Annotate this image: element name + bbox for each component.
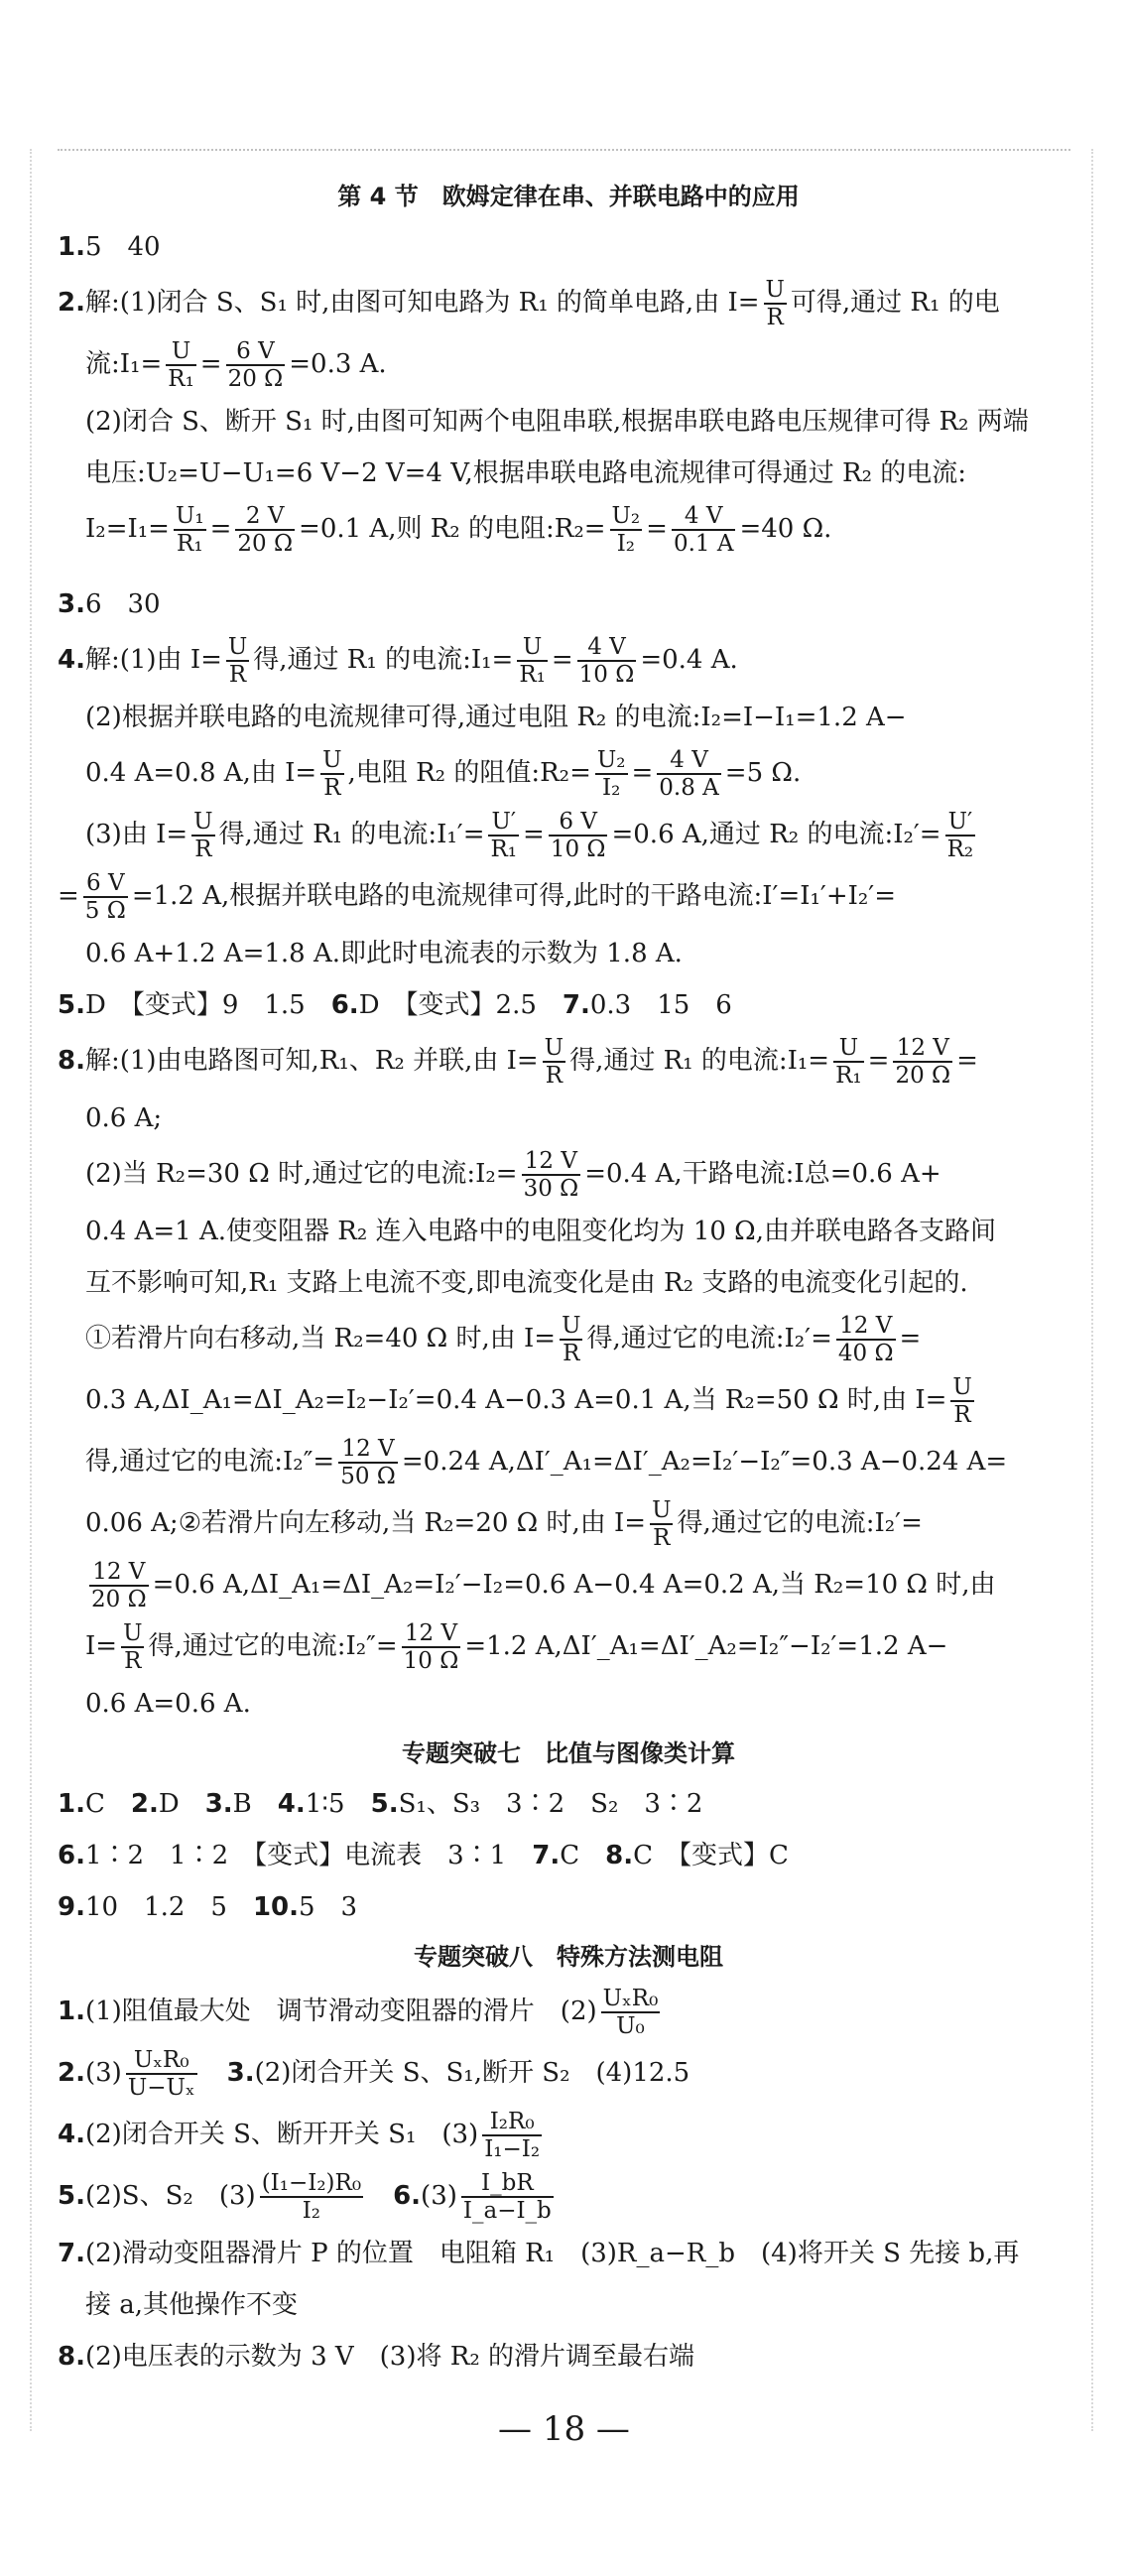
denominator: R₁ — [835, 1063, 862, 1089]
numerator: 12 V — [836, 1313, 896, 1341]
text: D 【变式】9 1.5 — [84, 990, 331, 1020]
text: 得,通过它的电流:I₂′= — [677, 1508, 923, 1538]
text: 0.4 A=0.8 A,由 I= — [85, 758, 317, 788]
fraction — [488, 809, 519, 862]
numerator: 2 V — [235, 503, 295, 531]
answer-8-line-11 — [58, 1620, 1079, 1674]
answer-2-line-3: (2)闭合 S、断开 S₁ 时,由图可知两个电阻串联,根据串联电路电压规律可得 R₂ 两端 — [85, 407, 1029, 437]
answer-8-line-9 — [58, 1497, 1079, 1551]
text: 得,通过它的电流:I₂″= — [85, 1447, 335, 1477]
answer-7-line-2: 接 a,其他操作不变 — [85, 2290, 299, 2320]
denominator: R₁ — [490, 837, 518, 862]
text: = — [899, 1324, 922, 1353]
fraction — [950, 1374, 973, 1428]
denominator: R₁ — [519, 662, 546, 688]
fraction — [657, 747, 721, 801]
answer-4-line-4 — [58, 809, 1079, 862]
numerator: 4 V — [657, 747, 721, 775]
text: =40 Ω. — [739, 514, 832, 544]
numerator: U — [765, 277, 785, 303]
text: =0.3 A. — [289, 349, 387, 379]
answer-2-line-1 — [58, 277, 1079, 330]
fraction — [543, 1035, 565, 1089]
question-number: 7. — [562, 990, 590, 1020]
fraction — [836, 1313, 896, 1366]
denominator: 20 Ω — [227, 366, 284, 392]
text: 0.3 A,ΔI_A₁=ΔI_A₂=I₂−I₂′=0.4 A−0.3 A=0.1 A,当 R₂=50 Ω 时,由 I= — [85, 1385, 947, 1415]
denominator: 20 Ω — [237, 531, 294, 557]
fraction — [833, 1035, 864, 1089]
question-number: 2. — [58, 2058, 85, 2088]
numerator: U₁ — [175, 503, 204, 529]
denominator: I_a−I_b — [462, 2198, 552, 2224]
fraction — [166, 338, 196, 392]
text: (3) — [84, 2058, 122, 2088]
text: (2)电压表的示数为 3 V (3)将 R₂ 的滑片调至最右端 — [84, 2342, 695, 2372]
text: 得,通过 R₁ 的电流:I₁= — [253, 645, 514, 675]
fraction — [191, 809, 214, 862]
text: =0.4 A,干路电流:I总=0.6 A+ — [584, 1159, 941, 1189]
numerator: 12 V — [89, 1559, 149, 1587]
numerator: U₂ — [611, 503, 641, 529]
text: (2)闭合开关 S、断开开关 S₁ (3) — [84, 2120, 479, 2149]
question-number: 5. — [58, 2181, 85, 2211]
answer-5-6 — [58, 2170, 1079, 2224]
text: = — [199, 349, 222, 379]
right-margin-line — [1091, 149, 1093, 2431]
fraction — [893, 1035, 952, 1089]
text: I₂=I₁= — [85, 514, 170, 544]
numerator: U — [562, 1313, 581, 1339]
answer-1 — [58, 225, 1079, 269]
answer-4-line-5 — [58, 870, 1079, 924]
fraction — [121, 1620, 144, 1674]
numerator: U — [322, 747, 342, 773]
text: 0.06 A;②若滑片向左移动,当 R₂=20 Ω 时,由 I= — [85, 1508, 647, 1538]
fraction — [320, 747, 343, 801]
text: 流:I₁= — [85, 349, 163, 379]
question-number: 3. — [58, 589, 85, 619]
text: (2)闭合开关 S、S₁,断开 S₂ (4)12.5 — [254, 2058, 690, 2088]
text: 1∶5 — [305, 1789, 371, 1819]
denominator: 30 Ω — [523, 1176, 579, 1202]
numerator: 12 V — [338, 1436, 398, 1464]
fraction — [945, 809, 976, 862]
text: = — [551, 645, 573, 675]
answer-2-3 — [58, 2047, 1079, 2101]
denominator: R — [124, 1648, 142, 1674]
answers-9-10 — [58, 1885, 1079, 1929]
text: (3) — [421, 2181, 457, 2211]
numerator: U — [517, 634, 548, 662]
answer-8-line-7 — [58, 1374, 1079, 1428]
question-number: 3. — [204, 1789, 233, 1819]
question-number: 2. — [130, 1789, 159, 1819]
text: 5 3 — [299, 1892, 358, 1922]
numerator: 6 V — [226, 338, 286, 366]
numerator: I₂R₀ — [482, 2109, 542, 2136]
text: 1∶2 1∶2 【变式】电流表 3∶1 — [84, 1841, 533, 1870]
top-divider — [58, 149, 1070, 151]
question-number: 6. — [58, 1841, 85, 1870]
fraction — [174, 503, 206, 557]
answer-text: 5 40 — [84, 232, 161, 262]
denominator: R — [563, 1341, 580, 1366]
question-number: 9. — [58, 1892, 85, 1922]
denominator: 10 Ω — [550, 837, 606, 862]
fraction — [461, 2170, 554, 2224]
question-number: 6. — [330, 990, 359, 1020]
text: =0.4 A. — [640, 645, 738, 675]
question-number: 1. — [58, 1789, 85, 1819]
text: =5 Ω. — [724, 758, 802, 788]
denominator: R₁ — [177, 531, 203, 557]
text: = — [58, 881, 79, 911]
question-number: 6. — [393, 2181, 422, 2211]
answer-5-7 — [58, 983, 1079, 1027]
text: C — [84, 1789, 131, 1819]
text: =0.1 A,则 R₂ 的电阻:R₂= — [299, 514, 606, 544]
numerator: 12 V — [522, 1148, 581, 1176]
text: 得,通过 R₁ 的电流:I₁′= — [218, 820, 485, 849]
answer-8-line-1 — [58, 1035, 1079, 1089]
text: = — [209, 514, 232, 544]
text: (2)滑动变阻器滑片 P 的位置 电阻箱 R₁ (3)R_a−R_b (4)将开关 S 先接 b,再 — [84, 2239, 1020, 2268]
fraction — [650, 1497, 673, 1551]
text: =0.24 A,ΔI′_A₁=ΔI′_A₂=I₂′−I₂″=0.3 A−0.24 A= — [401, 1447, 1008, 1477]
question-number: 1. — [58, 1996, 85, 2026]
question-number: 8. — [58, 2342, 85, 2372]
numerator: I_bR — [461, 2170, 554, 2198]
answer-8-line-4: 0.4 A=1 A.使变阻器 R₂ 连入电路中的电阻变化均为 10 Ω,由并联电路各支路间 — [85, 1217, 996, 1246]
question-number: 4. — [58, 2120, 85, 2149]
section-title: 专题突破七 比值与图像类计算 — [402, 1739, 735, 1767]
denominator: 10 Ω — [403, 1648, 459, 1674]
text: =0.6 A,ΔI_A₁=ΔI_A₂=I₂′−I₂=0.6 A−0.4 A=0.2 A,当 R₂=10 Ω 时,由 — [152, 1570, 996, 1600]
question-number: 3. — [226, 2058, 255, 2088]
numerator: 6 V — [549, 809, 608, 837]
denominator: I₂ — [302, 2198, 321, 2224]
numerator: 4 V — [672, 503, 736, 531]
numerator: U — [193, 809, 213, 835]
numerator: UₓR₀ — [602, 1986, 659, 2011]
text: (2)S、S₂ (3) — [84, 2181, 256, 2211]
numerator: U₂ — [596, 747, 626, 773]
numerator: U — [952, 1374, 972, 1400]
denominator: R₁ — [168, 366, 194, 392]
denominator: I₂ — [616, 531, 635, 557]
question-number: 4. — [277, 1789, 306, 1819]
fraction — [610, 503, 643, 557]
denominator: R — [323, 775, 341, 801]
answer-8-line-10 — [58, 1559, 1079, 1612]
text: = — [646, 514, 668, 544]
denominator: R₂ — [946, 837, 974, 862]
question-number: 2. — [58, 288, 85, 318]
fraction — [402, 1620, 461, 1674]
text: I= — [85, 1631, 118, 1661]
text: D — [158, 1789, 205, 1819]
numerator: U — [652, 1497, 672, 1523]
answer-3 — [58, 582, 1079, 626]
answers-6-8 — [58, 1834, 1079, 1877]
fraction — [260, 2170, 363, 2224]
text: C — [560, 1841, 606, 1870]
denominator: 40 Ω — [837, 1341, 894, 1366]
answer-4-line-3 — [58, 747, 1079, 801]
page-number: — 18 — — [498, 2409, 630, 2449]
answer-2-line-5 — [58, 503, 1079, 557]
question-number: 8. — [58, 1046, 85, 1076]
text: =0.6 A,通过 R₂ 的电流:I₂′= — [611, 820, 941, 849]
fraction — [601, 1986, 661, 2039]
fraction — [549, 809, 608, 862]
question-number: 7. — [58, 2239, 85, 2268]
fraction — [482, 2109, 542, 2162]
answer-7-line-1 — [58, 2232, 1079, 2275]
numerator: U — [544, 1035, 564, 1061]
numerator: UₓR₀ — [126, 2047, 197, 2075]
text: = — [867, 1046, 890, 1076]
text: C 【变式】C — [633, 1841, 789, 1870]
denominator: 0.8 A — [659, 775, 719, 801]
answer-4-line-2: (2)根据并联电路的电流规律可得,通过电阻 R₂ 的电流:I₂=I−I₁=1.2 A− — [85, 703, 907, 732]
fraction — [226, 634, 249, 688]
denominator: R — [194, 837, 212, 862]
numerator: 6 V — [83, 870, 128, 898]
section-title: 第 4 节 欧姆定律在串、并联电路中的应用 — [337, 183, 800, 210]
question-number: 5. — [370, 1789, 399, 1819]
text: ①若滑片向右移动,当 R₂=40 Ω 时,由 I= — [85, 1324, 557, 1353]
denominator: R — [766, 305, 784, 330]
text: 0.3 15 6 — [589, 990, 732, 1020]
fraction — [764, 277, 787, 330]
denominator: 20 Ω — [895, 1063, 951, 1089]
text: = — [956, 1046, 978, 1076]
denominator: 10 Ω — [578, 662, 635, 688]
denominator: 0.1 A — [673, 531, 734, 557]
denominator: U−Uₓ — [127, 2075, 195, 2101]
question-number: 7. — [532, 1841, 561, 1870]
answer-2-line-4: 电压:U₂=U−U₁=6 V−2 V=4 V,根据串联电路电流规律可得通过 R₂ 的电流: — [85, 458, 967, 488]
answer-text: 6 30 — [84, 589, 161, 619]
answer-8-line-12: 0.6 A=0.6 A. — [85, 1689, 251, 1719]
denominator: I₂ — [602, 775, 621, 801]
denominator: 5 Ω — [84, 898, 126, 924]
fraction — [522, 1148, 581, 1202]
text: 得,通过它的电流:I₂′= — [586, 1324, 832, 1353]
fraction — [338, 1436, 398, 1489]
text: B — [232, 1789, 278, 1819]
answers-1-5 — [58, 1782, 1079, 1826]
text: (1)阻值最大处 调节滑动变阻器的滑片 (2) — [84, 1996, 597, 2026]
answer-1 — [58, 1986, 1079, 2039]
denominator: R — [653, 1525, 671, 1551]
answer-8-line-6 — [58, 1313, 1079, 1366]
answer-8 — [58, 2335, 1079, 2379]
left-margin-line — [30, 149, 32, 2431]
text: = — [523, 820, 545, 849]
fraction — [126, 2047, 197, 2101]
text: D 【变式】2.5 — [358, 990, 563, 1020]
denominator: U₀ — [616, 2013, 645, 2039]
answer-8-line-8 — [58, 1436, 1079, 1489]
denominator: R — [953, 1402, 971, 1428]
content — [58, 171, 1079, 2386]
answer-8-line-2: 0.6 A; — [85, 1103, 163, 1133]
fraction — [577, 634, 637, 688]
denominator: 50 Ω — [340, 1464, 396, 1489]
text: =1.2 A,ΔI′_A₁=ΔI′_A₂=I₂″−I₂′=1.2 A− — [464, 1631, 948, 1661]
text: (2)当 R₂=30 Ω 时,通过它的电流:I₂= — [85, 1159, 518, 1189]
answer-8-line-3 — [58, 1148, 1079, 1202]
numerator: 12 V — [402, 1620, 461, 1648]
answer-4 — [58, 2109, 1079, 2162]
text: 解:(1)由电路图可知,R₁、R₂ 并联,由 I= — [84, 1046, 539, 1076]
answer-8-line-5: 互不影响可知,R₁ 支路上电流不变,即电流变化是由 R₂ 支路的电流变化引起的. — [85, 1268, 968, 1298]
text: 解:(1)闭合 S、S₁ 时,由图可知电路为 R₁ 的简单电路,由 I= — [84, 288, 760, 318]
fraction — [83, 870, 128, 924]
denominator: 20 Ω — [91, 1587, 147, 1612]
denominator: I₁−I₂ — [484, 2136, 541, 2162]
denominator: R — [545, 1063, 564, 1089]
denominator: R — [228, 662, 247, 688]
question-number: 1. — [58, 232, 85, 262]
section-title: 专题突破八 特殊方法测电阻 — [414, 1943, 723, 1971]
text: 得,通过 R₁ 的电流:I₁= — [569, 1046, 830, 1076]
numerator: U′ — [945, 809, 976, 837]
fraction — [89, 1559, 149, 1612]
text: 可得,通过 R₁ 的电 — [790, 288, 1000, 318]
text: (3)由 I= — [85, 820, 188, 849]
fraction — [517, 634, 548, 688]
answer-2-line-2 — [58, 338, 1079, 392]
fraction — [235, 503, 295, 557]
text: ,电阻 R₂ 的阻值:R₂= — [347, 758, 591, 788]
text: 得,通过它的电流:I₂″= — [148, 1631, 398, 1661]
answer-4-line-1 — [58, 634, 1079, 688]
numerator: U′ — [488, 809, 519, 837]
fraction — [226, 338, 286, 392]
question-number: 4. — [58, 645, 85, 675]
text: = — [631, 758, 654, 788]
text: =1.2 A,根据并联电路的电流规律可得,此时的干路电流:I′=I₁′+I₂′= — [131, 881, 896, 911]
text: 解:(1)由 I= — [84, 645, 222, 675]
numerator: U — [227, 634, 248, 660]
numerator: U — [123, 1620, 143, 1646]
text: 10 1.2 5 — [84, 1892, 253, 1922]
fraction — [595, 747, 628, 801]
question-number: 10. — [252, 1892, 300, 1922]
question-number: 8. — [605, 1841, 634, 1870]
fraction — [672, 503, 736, 557]
fraction — [560, 1313, 582, 1366]
answer-4-line-6: 0.6 A+1.2 A=1.8 A.即此时电流表的示数为 1.8 A. — [85, 939, 683, 968]
numerator: 4 V — [577, 634, 637, 662]
numerator: U — [833, 1035, 864, 1063]
numerator: U — [166, 338, 196, 366]
numerator: 12 V — [893, 1035, 952, 1063]
text: S₁、S₃ 3∶2 S₂ 3∶2 — [398, 1789, 703, 1819]
question-number: 5. — [58, 990, 85, 1020]
numerator: (I₁−I₂)R₀ — [261, 2170, 362, 2196]
